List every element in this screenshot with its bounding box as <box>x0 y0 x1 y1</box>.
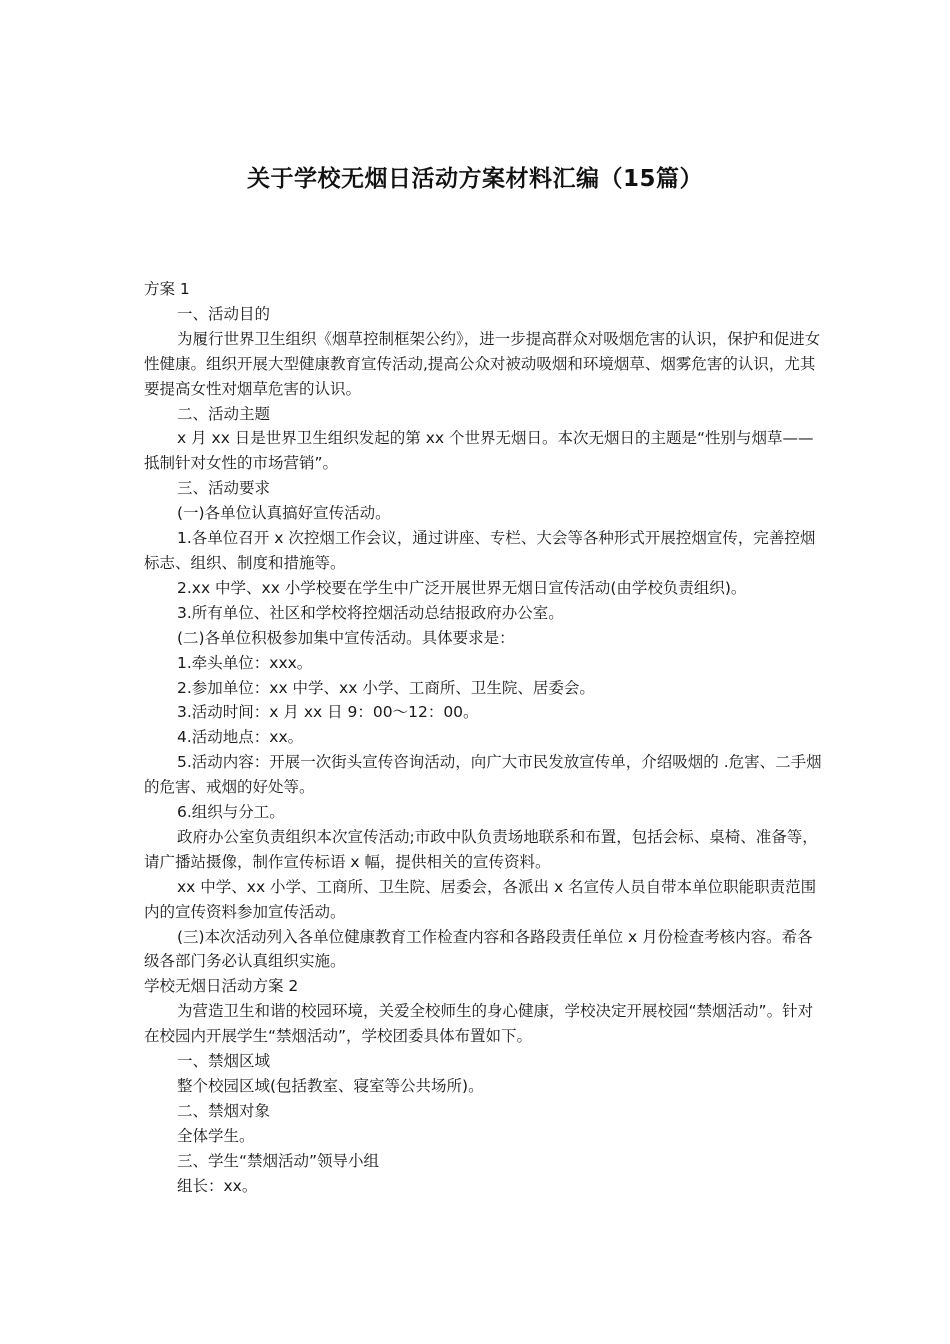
section-label: 学校无烟日活动方案 2 <box>144 977 299 996</box>
list-item: 2.参加单位：xx 中学、xx 小学、工商所、卫生院、居委会。 <box>177 678 595 697</box>
section-label: 方案 1 <box>144 280 190 298</box>
subsection-heading: (二)各单位积极参加集中宣传活动。具体要求是： <box>177 628 515 647</box>
section-heading: 三、活动要求 <box>177 479 271 498</box>
document-body <box>144 277 824 1199</box>
paragraph: x 月 xx 日是世界卫生组织发起的第 xx 个世界无烟日。本次无烟日的主题是“性别与烟草——抵制针对女性的市场营销”。 <box>144 429 814 473</box>
paragraph: 全体学生。 <box>177 1126 255 1145</box>
list-item: 6.组织与分工。 <box>177 803 285 822</box>
subsection-heading: (一)各单位认真搞好宣传活动。 <box>177 504 391 523</box>
list-item: 3.所有单位、社区和学校将控烟活动总结报政府办公室。 <box>177 603 564 622</box>
paragraph: (三)本次活动列入各单位健康教育工作检查内容和各路段责任单位 x 月份检查考核内容。希各级各部门务必认真组织实施。 <box>144 927 813 971</box>
document-title: 关于学校无烟日活动方案材料汇编（15篇） <box>246 166 703 192</box>
paragraph: xx 中学、xx 小学、工商所、卫生院、居委会，各派出 x 名宣传人员自带本单位职能职责范围内的宣传资料参加宣传活动。 <box>144 877 817 921</box>
list-item: 4.活动地点：xx。 <box>177 728 304 747</box>
paragraph: 政府办公室负责组织本次宣传活动;市政中队负责场地联系和布置，包括会标、桌椅、准备等，请广播站摄像，制作宣传标语 x 幅，提供相关的宣传资料。 <box>144 827 818 871</box>
paragraph: 为履行世界卫生组织《烟草控制框架公约》，进一步提高群众对吸烟危害的认识，保护和促进女性健康。组织开展大型健康教育宣传活动,提高公众对被动吸烟和环境烟草、烟雾危害的认识，尤其要提高女性对烟草危害的认识。 <box>144 329 821 398</box>
section-heading: 二、活动主题 <box>177 404 271 423</box>
paragraph: 整个校园区域(包括教室、寝室等公共场所)。 <box>177 1077 484 1095</box>
list-item: 1.各单位召开 x 次控烟工作会议，通过讲座、专栏、大会等各种形式开展控烟宣传，完善控烟标志、组织、制度和措施等。 <box>144 529 816 572</box>
list-item: 5.活动内容：开展一次街头宣传咨询活动，向广大市民发放宣传单，介绍吸烟的 .危害、二手烟的危害、戒烟的好处等。 <box>144 753 822 797</box>
section-heading: 一、禁烟区域 <box>177 1052 271 1071</box>
section-heading: 三、学生“禁烟活动”领导小组 <box>177 1151 380 1170</box>
section-heading: 二、禁烟对象 <box>177 1101 271 1120</box>
list-item: 2.xx 中学、xx 小学校要在学生中广泛开展世界无烟日宣传活动(由学校负责组织)。 <box>177 578 747 597</box>
paragraph: 为营造卫生和谐的校园环境，关爱全校师生的身心健康，学校决定开展校园“禁烟活动”。针对在校园内开展学生“禁烟活动”，学校团委具体布置如下。 <box>144 1002 814 1046</box>
paragraph: 组长：xx。 <box>177 1176 258 1195</box>
list-item: 3.活动时间：x 月 xx 日 9：00～12：00。 <box>177 703 479 722</box>
section-heading: 一、活动目的 <box>177 304 271 323</box>
list-item: 1.牵头单位：xxx。 <box>177 653 313 672</box>
